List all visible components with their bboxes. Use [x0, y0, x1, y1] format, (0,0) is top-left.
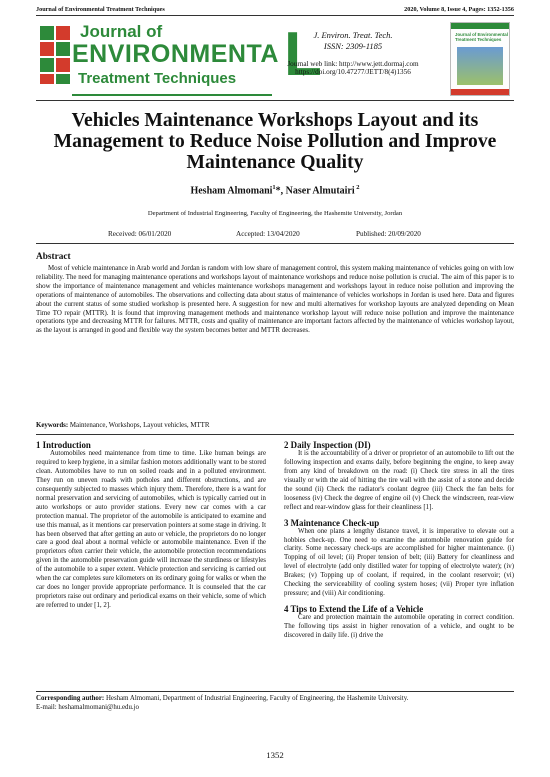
logo-line-1: Journal of	[80, 22, 163, 41]
journal-cover-thumbnail	[450, 22, 510, 96]
author-email[interactable]: E-mail: heshamalmomani@hu.edu.jo	[36, 704, 139, 711]
abstract-heading: Abstract	[36, 252, 71, 262]
author-1-name: Hesham Almomani	[190, 185, 273, 197]
journal-logo-tiles	[40, 26, 70, 86]
header-rule	[36, 15, 514, 16]
author-1-corresponding-mark: *	[275, 185, 281, 197]
published-date: Published: 20/09/2020	[356, 230, 421, 238]
author-list	[40, 184, 510, 196]
left-column	[36, 441, 266, 611]
keywords-rule	[36, 434, 514, 435]
section-3-heading: 3 Maintenance Check-up	[284, 517, 380, 528]
right-column	[284, 441, 514, 641]
logo-line-2: ENVIRONMENTA	[72, 40, 279, 68]
section-2-body: It is the accountability of a driver or proprietor of an automobile to lift out the following inspection and exams daily, before beginning the engine, to keep away from any kind of breakdown on the road: (i) Check tire stress in all the tires visually or with the aid of hitting the tire wall with the assist of a stone and decide the sound (ii) Check the radiator's coolant degree (iii) Check the fan belts for looseness (iv) Check the degree of engine oil (v) Check the windscreen, rear-view reflect and rear-window glass for their cleanliness [1].	[284, 449, 514, 511]
keywords-text: Maintenance, Workshops, Layout vehicles, MTTR	[68, 422, 210, 429]
section-4-body: Care and protection maintain the automobile operating in correct condition. The following tips assist in higher renovation of a vehicle, and ought to be discovered in daily life. (i) drive the	[284, 614, 514, 640]
section-3-body: When one plans a lengthy distance travel, it is imperative to elevate out a hobbies check-up. One need to examine the automobile renovation guide for clarity. Some necessary check-ups are accomplished for higher maintenance. (i) Topping of oil level; (ii) Proper tension of belt; (iii) Battery for cleanliness and level of electrolyte (add only distilled water for topping of electrolyte water); (iv) Brakes; (v) Topping up of coolant, if required, in the coolant reservoir; (vi) Checking the serviceability of cooling system hoses; (vii) Proper tyre inflation pressure; and (viii) Air conditioning.	[284, 527, 514, 598]
journal-info	[278, 30, 428, 76]
received-date: Received: 06/01/2020	[108, 230, 172, 238]
abstract-top-rule	[36, 243, 514, 244]
cover-image	[457, 47, 503, 85]
running-header-volume: 2020, Volume 8, Issue 4, Pages: 1352-1356	[404, 6, 514, 13]
affiliation: Department of Industrial Engineering, Faculty of Engineering, the Hashemite University, Jordan	[147, 210, 403, 217]
journal-issn: ISSN: 2309-1185	[323, 41, 383, 51]
accepted-date: Accepted: 13/04/2020	[236, 230, 300, 238]
running-header-journal: Journal of Environmental Treatment Techniques	[36, 6, 165, 13]
footnote-rule	[36, 691, 514, 692]
keywords-label: Keywords:	[36, 422, 69, 429]
logo-line-3: Treatment Techniques	[78, 70, 237, 87]
journal-web-link[interactable]: Journal web link: http://www.jett.dormaj.com	[287, 60, 419, 68]
section-1-heading: 1 Introduction	[36, 440, 91, 450]
author-separator: ,	[280, 185, 286, 197]
author-1-affil-mark: 1	[272, 184, 276, 191]
cover-title: Journal of Environmental Treatment Techniques	[455, 32, 508, 42]
abstract-body: Most of vehicle maintenance in Arab world and Jordan is random with low share of management control, this system making maintenance of vehicles going on with low reliability. The need for managing maintenance operations and workshops layout of maintenance workshops and reduce noise pollution is crucial. The aim of this paper is to show the importance of maintenance management and vehicles maintenance workshops management and workshops layout in reduce noise pollution and improving the operations of maintenance of automobiles. The observations and collecting data about status of maintenance of vehicles workshops in Jordan is used here. Data and figures about the current status of some studied workshop is presented here. A suggestion for new and multi alternatives for workshop layouts are analyzed depending on Mean Time TO repair (MTTR). It is found that improving management methods and maintenance workshop layout will reduce noise pollution and improve the maintenance operations type and decreasing MTTR for failures. MTTR, costs and quality of maintenance are important factors affected by the maintenance of vehicles workshop layout, as the layout is arranged in good and flexible way the system becomes better and MTTR decreases.	[36, 265, 514, 335]
section-1-body: Automobiles need maintenance from time to time. Like human beings are required to keep hygiene, in a similar fashion motors additionally want to be stored clean. Automobiles have to run on soiled roads and in a polluted environment. They run on uneven roads with potholes and different obstructions, and are consequently subjected to masses which injury them. Therefore, there is a want for normal preservation and servicing of automobiles, which is typically carried out in auto workshops or auto provider stations. Every new car comes with a car protection manual. The proprietor of the automobile is anticipated to examine and use this manual, as it mentions car preservation pointers at some stage in driving. It has been observed that after getting an auto or vehicle, the proprietors do no longer care a good deal about a normal vehicle or automobile maintenance. Even if the proprietors often carrier their vehicle, the automobile protection recommendations given in the automobile preservation guide will increase the sturdiness or lifestyles of the automobile to a super extent. Vehicle protection and servicing is carried out when the car completes sure kilometers on its ordinary going for walks or when the car does no longer provide appropriate performance. It is counseled that the car proprietors raise out ordinary and periodical exams on their vehicle, some of which are referred to under [1, 2].	[36, 449, 267, 610]
masthead-rule	[36, 100, 514, 101]
keywords-line	[36, 422, 209, 429]
page-number: 1352	[266, 750, 284, 760]
author-2-name: Naser Almutairi	[285, 185, 355, 197]
corresponding-author-note	[36, 694, 514, 712]
logo-underline	[72, 94, 272, 96]
section-4-heading: 4 Tips to Extend the Life of a Vehicle	[284, 604, 424, 615]
journal-doi-link[interactable]: https://doi.org/10.47277/JETT/8(4)1356	[295, 68, 411, 76]
footnote-text: Hesham Almomani, Department of Industrial Engineering, Faculty of Engineering, the Hashemite University.	[104, 695, 409, 702]
paper-title: Vehicles Maintenance Workshops Layout and its Management to Reduce Noise Pollution and Improve Maintenance Quality	[53, 110, 497, 173]
journal-abbrev: J. Environ. Treat. Tech.	[313, 30, 393, 40]
footnote-label: Corresponding author:	[36, 695, 105, 702]
author-2-affil-mark: 2	[354, 184, 360, 191]
logo-line-2-end: L	[284, 20, 322, 89]
section-2-heading: 2 Daily Inspection (DI)	[284, 440, 371, 450]
